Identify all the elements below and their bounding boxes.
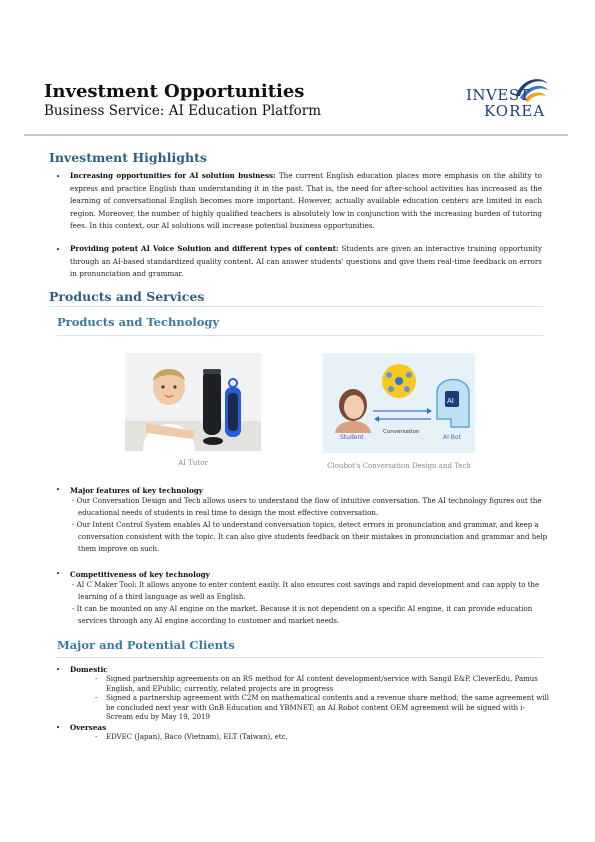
competitiveness-line: - AI C Maker Tool: It allows anyone to enter content easily. It also ensures cost savings and rapid development and can apply to the xyxy=(72,581,540,589)
conversation-design-illustration xyxy=(323,353,475,453)
section-divider xyxy=(49,306,543,307)
highlight-item-lead: Providing potent AI Voice Solution and different types of content: xyxy=(70,244,339,253)
student-label: Student xyxy=(340,434,364,441)
highlight-item xyxy=(70,170,542,233)
highlight-item xyxy=(70,243,542,281)
competitiveness-line: - It can be mounted on any AI engine on the market. Because it is not dependent on a specific AI engine, it can provide education xyxy=(72,605,533,613)
page-header xyxy=(0,0,595,135)
feature-line: them improve on such. xyxy=(78,545,160,553)
subsection-heading-clients: Major and Potential Clients xyxy=(57,638,235,652)
subsection-divider xyxy=(57,657,543,658)
ai-tutor-illustration xyxy=(125,353,261,451)
feature-line: conversation consistent with the topic. It can also give students feedback on their mistakes in pronunciation and grammar and help xyxy=(78,533,548,541)
header-divider xyxy=(24,134,568,136)
dash-icon: - xyxy=(95,733,98,741)
ai-tutor-image xyxy=(125,353,261,451)
logo-text-invest: INVEST xyxy=(466,86,531,104)
section-heading-highlights: Investment Highlights xyxy=(49,150,207,165)
image-caption-ai-tutor: AI Tutor xyxy=(178,459,208,467)
feature-line: educational needs of students in real time to design the most effective conversation. xyxy=(78,509,379,517)
client-item: Signed a partnership agreement with C2M on mathematical contents and a revenue share method; the same agreement will be concluded next year with GnB Education and YBMNET; an AI Robot content OEM agreement will be signed with i-Scream edu by May 19, 2019 xyxy=(106,694,550,721)
subsection-divider xyxy=(57,335,543,336)
competitiveness-line: services through any AI engine according to customer and market needs. xyxy=(78,617,340,625)
clients-overseas-label: Overseas xyxy=(70,723,107,732)
bullet-icon: • xyxy=(56,570,61,578)
ai-bot-label: AI Bot xyxy=(443,434,461,441)
conversation-label: Conversation xyxy=(383,429,420,435)
bullet-icon: • xyxy=(56,666,61,674)
invest-korea-logo xyxy=(458,74,558,122)
bullet-icon: • xyxy=(56,486,61,494)
logo-text-korea: KOREA xyxy=(484,102,546,120)
dash-icon: - xyxy=(95,694,98,702)
highlight-item-text: Students are given an interactive training opportunity through an AI-based standardized quality content. AI can answer students' questions and give them real-time feedback on errors in pronunciation and grammar. xyxy=(70,244,543,278)
feature-line: - Our Intent Control System enables AI to understand conversation topics, detect errors in pronunciation and grammar, and keep a xyxy=(72,521,539,529)
highlight-item-lead: Increasing opportunities for AI solution business: xyxy=(70,171,276,180)
subsection-heading-technology: Products and Technology xyxy=(57,315,220,329)
bullet-icon: • xyxy=(56,173,61,181)
client-item: Signed partnership agreements on an RS method for AI content development/service with Sangil E&P, CleverEdu, Pamus English, and EPublic; currently, related projects are in progress xyxy=(106,675,538,693)
image-caption-conversation: Cloubot's Conversation Design and Tech xyxy=(327,462,471,470)
conversation-design-image xyxy=(323,353,475,453)
highlight-item-text: The current English education places more emphasis on the ability to express and practice English than understanding it in the past. That is, the need for after-school activities has increased as the learning of conversational English becomes more important. However, actually available education centers are limited in each region. Moreover, the number of highly qualified teachers is absolutely low in conjunction with the increasing burden of tutoring fees. In this context, our AI solutions will increase potential business opportunities. xyxy=(70,171,543,230)
feature-line: - Our Conversation Design and Tech allows users to understand the flow of intuitive conversation. The AI technology figures out the xyxy=(72,497,542,505)
competitiveness-heading: Competitiveness of key technology xyxy=(70,570,210,579)
clients-domestic-label: Domestic xyxy=(70,665,108,674)
bullet-icon: • xyxy=(56,246,61,254)
page-subtitle: Business Service: AI Education Platform xyxy=(44,103,322,119)
page-title: Investment Opportunities xyxy=(44,81,305,102)
ai-chip-label: AI xyxy=(447,397,454,405)
client-item: EDVEC (Japan), Baco (Vietnam), ELT (Taiwan), etc. xyxy=(106,733,288,741)
section-heading-products: Products and Services xyxy=(49,289,205,304)
dash-icon: - xyxy=(95,675,98,683)
bullet-icon: • xyxy=(56,724,61,732)
competitiveness-line: learning of a third language as well as English. xyxy=(78,593,246,601)
features-heading: Major features of key technology xyxy=(70,486,203,495)
